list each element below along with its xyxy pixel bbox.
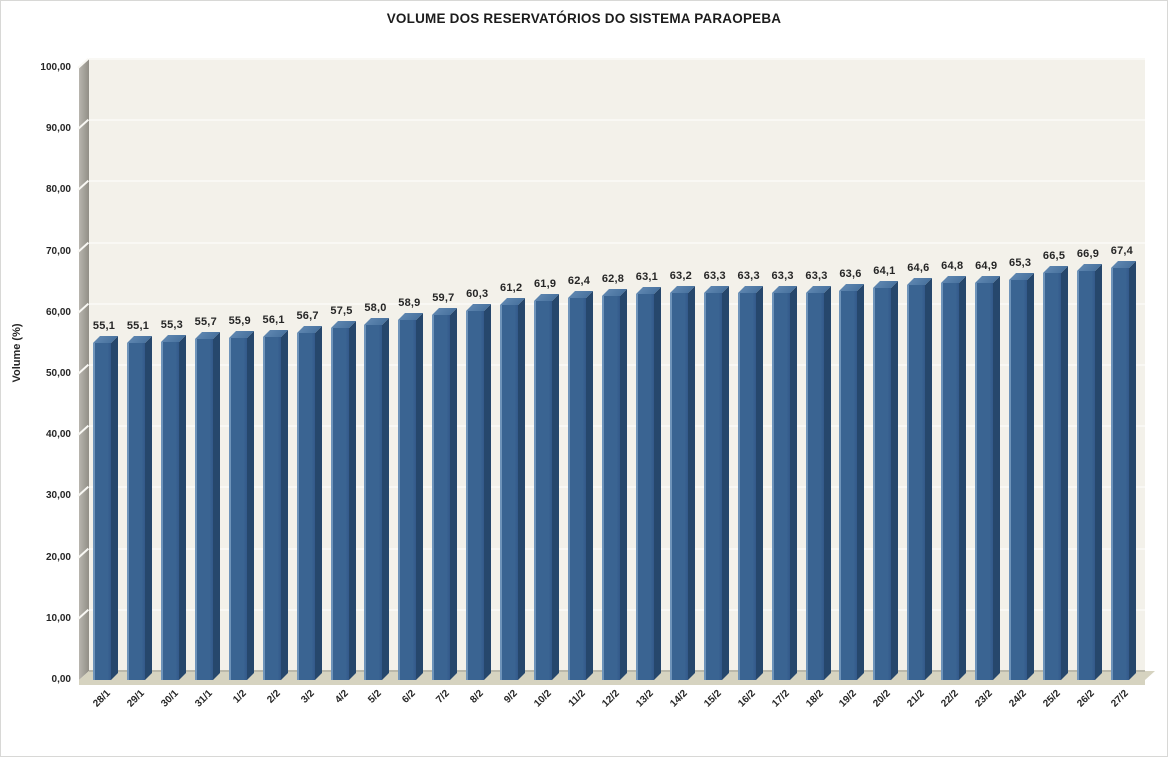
x-tick-label: 31/1	[193, 688, 215, 710]
bar-value-label: 59,7	[432, 291, 455, 304]
x-tick-label: 4/2	[332, 688, 351, 706]
bar-front-face	[636, 294, 654, 680]
bar-side-face	[1027, 273, 1034, 680]
x-tick-label: 20/2	[871, 688, 894, 710]
chart-title: VOLUME DOS RESERVATÓRIOS DO SISTEMA PARAOPEBA	[386, 11, 782, 26]
bar-value-label: 65,3	[1009, 257, 1032, 270]
bar-side-face	[145, 336, 152, 680]
bar-front-face	[534, 301, 552, 680]
bar-side-face	[315, 326, 322, 680]
bar-front-face	[1009, 280, 1027, 680]
x-tick-label: 23/2	[973, 688, 995, 710]
x-tick-label: 2/2	[264, 688, 283, 706]
bar-front-face	[602, 296, 620, 680]
bar-side-face	[111, 336, 118, 680]
bar-side-face	[213, 332, 220, 680]
bar-side-face	[959, 276, 966, 680]
y-tick-label: 90,00	[45, 123, 71, 135]
x-tick-label: 24/2	[1007, 688, 1029, 710]
x-tick-label: 9/2	[502, 688, 520, 706]
bar-value-label: 64,8	[941, 260, 964, 273]
bar-value-label: 64,1	[873, 264, 896, 277]
bar-side-face	[1129, 261, 1136, 680]
bar-front-face	[127, 343, 145, 680]
y-tick-label: 70,00	[45, 245, 71, 257]
bar-value-label: 55,7	[194, 316, 217, 329]
gridline	[89, 242, 1145, 244]
y-tick-label: 30,00	[45, 490, 71, 502]
x-tick-label: 15/2	[701, 688, 724, 710]
bar-side-face	[790, 286, 797, 680]
bar-front-face	[568, 298, 586, 680]
y-tick-label: 20,00	[45, 551, 71, 563]
y-tick-label: 80,00	[45, 184, 71, 196]
bar-front-face	[738, 293, 756, 680]
x-tick-label: 3/2	[298, 688, 317, 706]
bar-value-label: 61,2	[500, 282, 523, 295]
bar-value-label: 55,1	[126, 319, 150, 332]
bar-front-face	[1077, 271, 1095, 680]
bar-side-face	[891, 281, 898, 680]
x-tick-label: 13/2	[634, 688, 656, 710]
bar-side-face	[688, 286, 695, 680]
bar-front-face	[297, 333, 315, 680]
bar-side-face	[416, 313, 423, 680]
y-tick-label: 100,00	[40, 62, 71, 73]
bar-value-label: 63,6	[839, 267, 862, 280]
bar-value-label: 62,8	[601, 272, 625, 285]
bar-front-face	[1043, 273, 1061, 680]
gridline	[89, 180, 1145, 182]
bar-value-label: 63,1	[635, 270, 658, 283]
bar-value-label: 60,3	[466, 287, 489, 300]
x-tick-label: 25/2	[1041, 688, 1063, 710]
bar-side-face	[247, 331, 254, 680]
x-tick-label: 30/1	[159, 688, 181, 710]
x-tick-label: 26/2	[1075, 688, 1097, 710]
bar-value-label: 64,6	[907, 261, 930, 274]
bar-value-label: 58,9	[398, 296, 421, 309]
bar-front-face	[432, 315, 450, 680]
bar-side-face	[450, 308, 457, 680]
bar-front-face	[806, 293, 824, 680]
x-tick-label: 12/2	[600, 688, 622, 710]
bar-front-face	[670, 293, 688, 680]
bar-side-face	[857, 284, 864, 680]
bar-side-face	[484, 304, 491, 680]
bar-front-face	[704, 293, 722, 680]
x-tick-label: 5/2	[366, 688, 385, 706]
bar-front-face	[941, 283, 959, 680]
bar-value-label: 63,3	[771, 269, 794, 282]
x-tick-label: 22/2	[939, 688, 962, 710]
bar-side-face	[518, 298, 525, 680]
bar-value-label: 63,3	[737, 269, 760, 282]
bar-front-face	[839, 291, 857, 680]
gridline	[89, 119, 1145, 121]
bar-value-label: 62,4	[567, 275, 591, 288]
y-tick-label: 0,00	[51, 674, 71, 685]
bar-value-label: 56,7	[296, 309, 319, 322]
bar-value-label: 55,9	[228, 314, 251, 327]
bar-front-face	[1111, 268, 1129, 680]
bar-value-label: 64,9	[975, 259, 998, 272]
x-tick-label: 21/2	[905, 688, 928, 710]
bar-front-face	[161, 342, 179, 680]
bar-side-face	[179, 335, 186, 680]
bar-front-face	[398, 320, 416, 680]
bar-front-face	[772, 293, 790, 680]
bar-side-face	[722, 286, 729, 680]
x-tick-label: 17/2	[769, 688, 792, 710]
bar-side-face	[824, 286, 831, 680]
x-tick-label: 1/2	[230, 688, 249, 706]
x-tick-label: 6/2	[400, 688, 419, 706]
x-tick-label: 29/1	[125, 688, 147, 710]
y-axis-title: Volume (%)	[11, 323, 23, 383]
bar-value-label: 66,9	[1076, 247, 1100, 260]
gridline	[89, 58, 1145, 60]
bar-front-face	[195, 339, 213, 680]
bar-front-face	[907, 285, 925, 680]
bar-value-label: 55,3	[160, 318, 183, 331]
x-tick-label: 28/1	[91, 688, 113, 710]
bar-value-label: 57,5	[330, 305, 353, 318]
bar-value-label: 61,9	[533, 278, 557, 291]
x-tick-label: 10/2	[532, 688, 554, 710]
bar-side-face	[654, 287, 661, 680]
bar-front-face	[500, 305, 518, 680]
bar-front-face	[93, 343, 111, 680]
bar-value-label: 63,3	[703, 269, 726, 282]
bar-side-face	[382, 318, 389, 680]
bar-side-face	[552, 294, 559, 680]
x-tick-label: 27/2	[1109, 688, 1131, 710]
y-tick-label: 40,00	[45, 429, 71, 441]
x-tick-label: 8/2	[468, 688, 486, 706]
bar-side-face	[1095, 264, 1102, 680]
bar-side-face	[281, 330, 288, 680]
bar-value-label: 66,5	[1042, 250, 1066, 263]
y-tick-label: 10,00	[45, 612, 71, 624]
bar-side-face	[620, 289, 627, 680]
bar-side-face	[756, 286, 763, 680]
bar-side-face	[586, 291, 593, 680]
bar-front-face	[263, 337, 281, 680]
x-tick-label: 19/2	[837, 688, 860, 710]
bar-value-label: 56,1	[262, 313, 285, 326]
bar-value-label: 63,2	[669, 270, 692, 283]
x-tick-label: 11/2	[566, 688, 588, 710]
bar-value-label: 55,1	[92, 319, 116, 332]
bar-side-face	[1061, 266, 1068, 680]
bar-front-face	[466, 311, 484, 680]
bar-front-face	[873, 288, 891, 680]
x-tick-label: 16/2	[735, 688, 758, 710]
bar-value-label: 63,3	[805, 269, 828, 282]
bar-side-face	[349, 321, 356, 680]
bar-side-face	[925, 278, 932, 680]
bar-value-label: 58,0	[364, 302, 387, 315]
x-tick-label: 14/2	[668, 688, 690, 710]
bar-value-label: 67,4	[1110, 244, 1133, 257]
x-tick-label: 7/2	[434, 688, 453, 706]
bar-front-face	[229, 338, 247, 680]
bar-front-face	[975, 283, 993, 680]
bar-front-face	[364, 325, 382, 680]
bar-front-face	[331, 328, 349, 680]
y-tick-label: 60,00	[45, 306, 71, 318]
bar-side-face	[993, 276, 1000, 680]
x-tick-label: 18/2	[803, 688, 826, 710]
y-tick-label: 50,00	[45, 368, 71, 379]
